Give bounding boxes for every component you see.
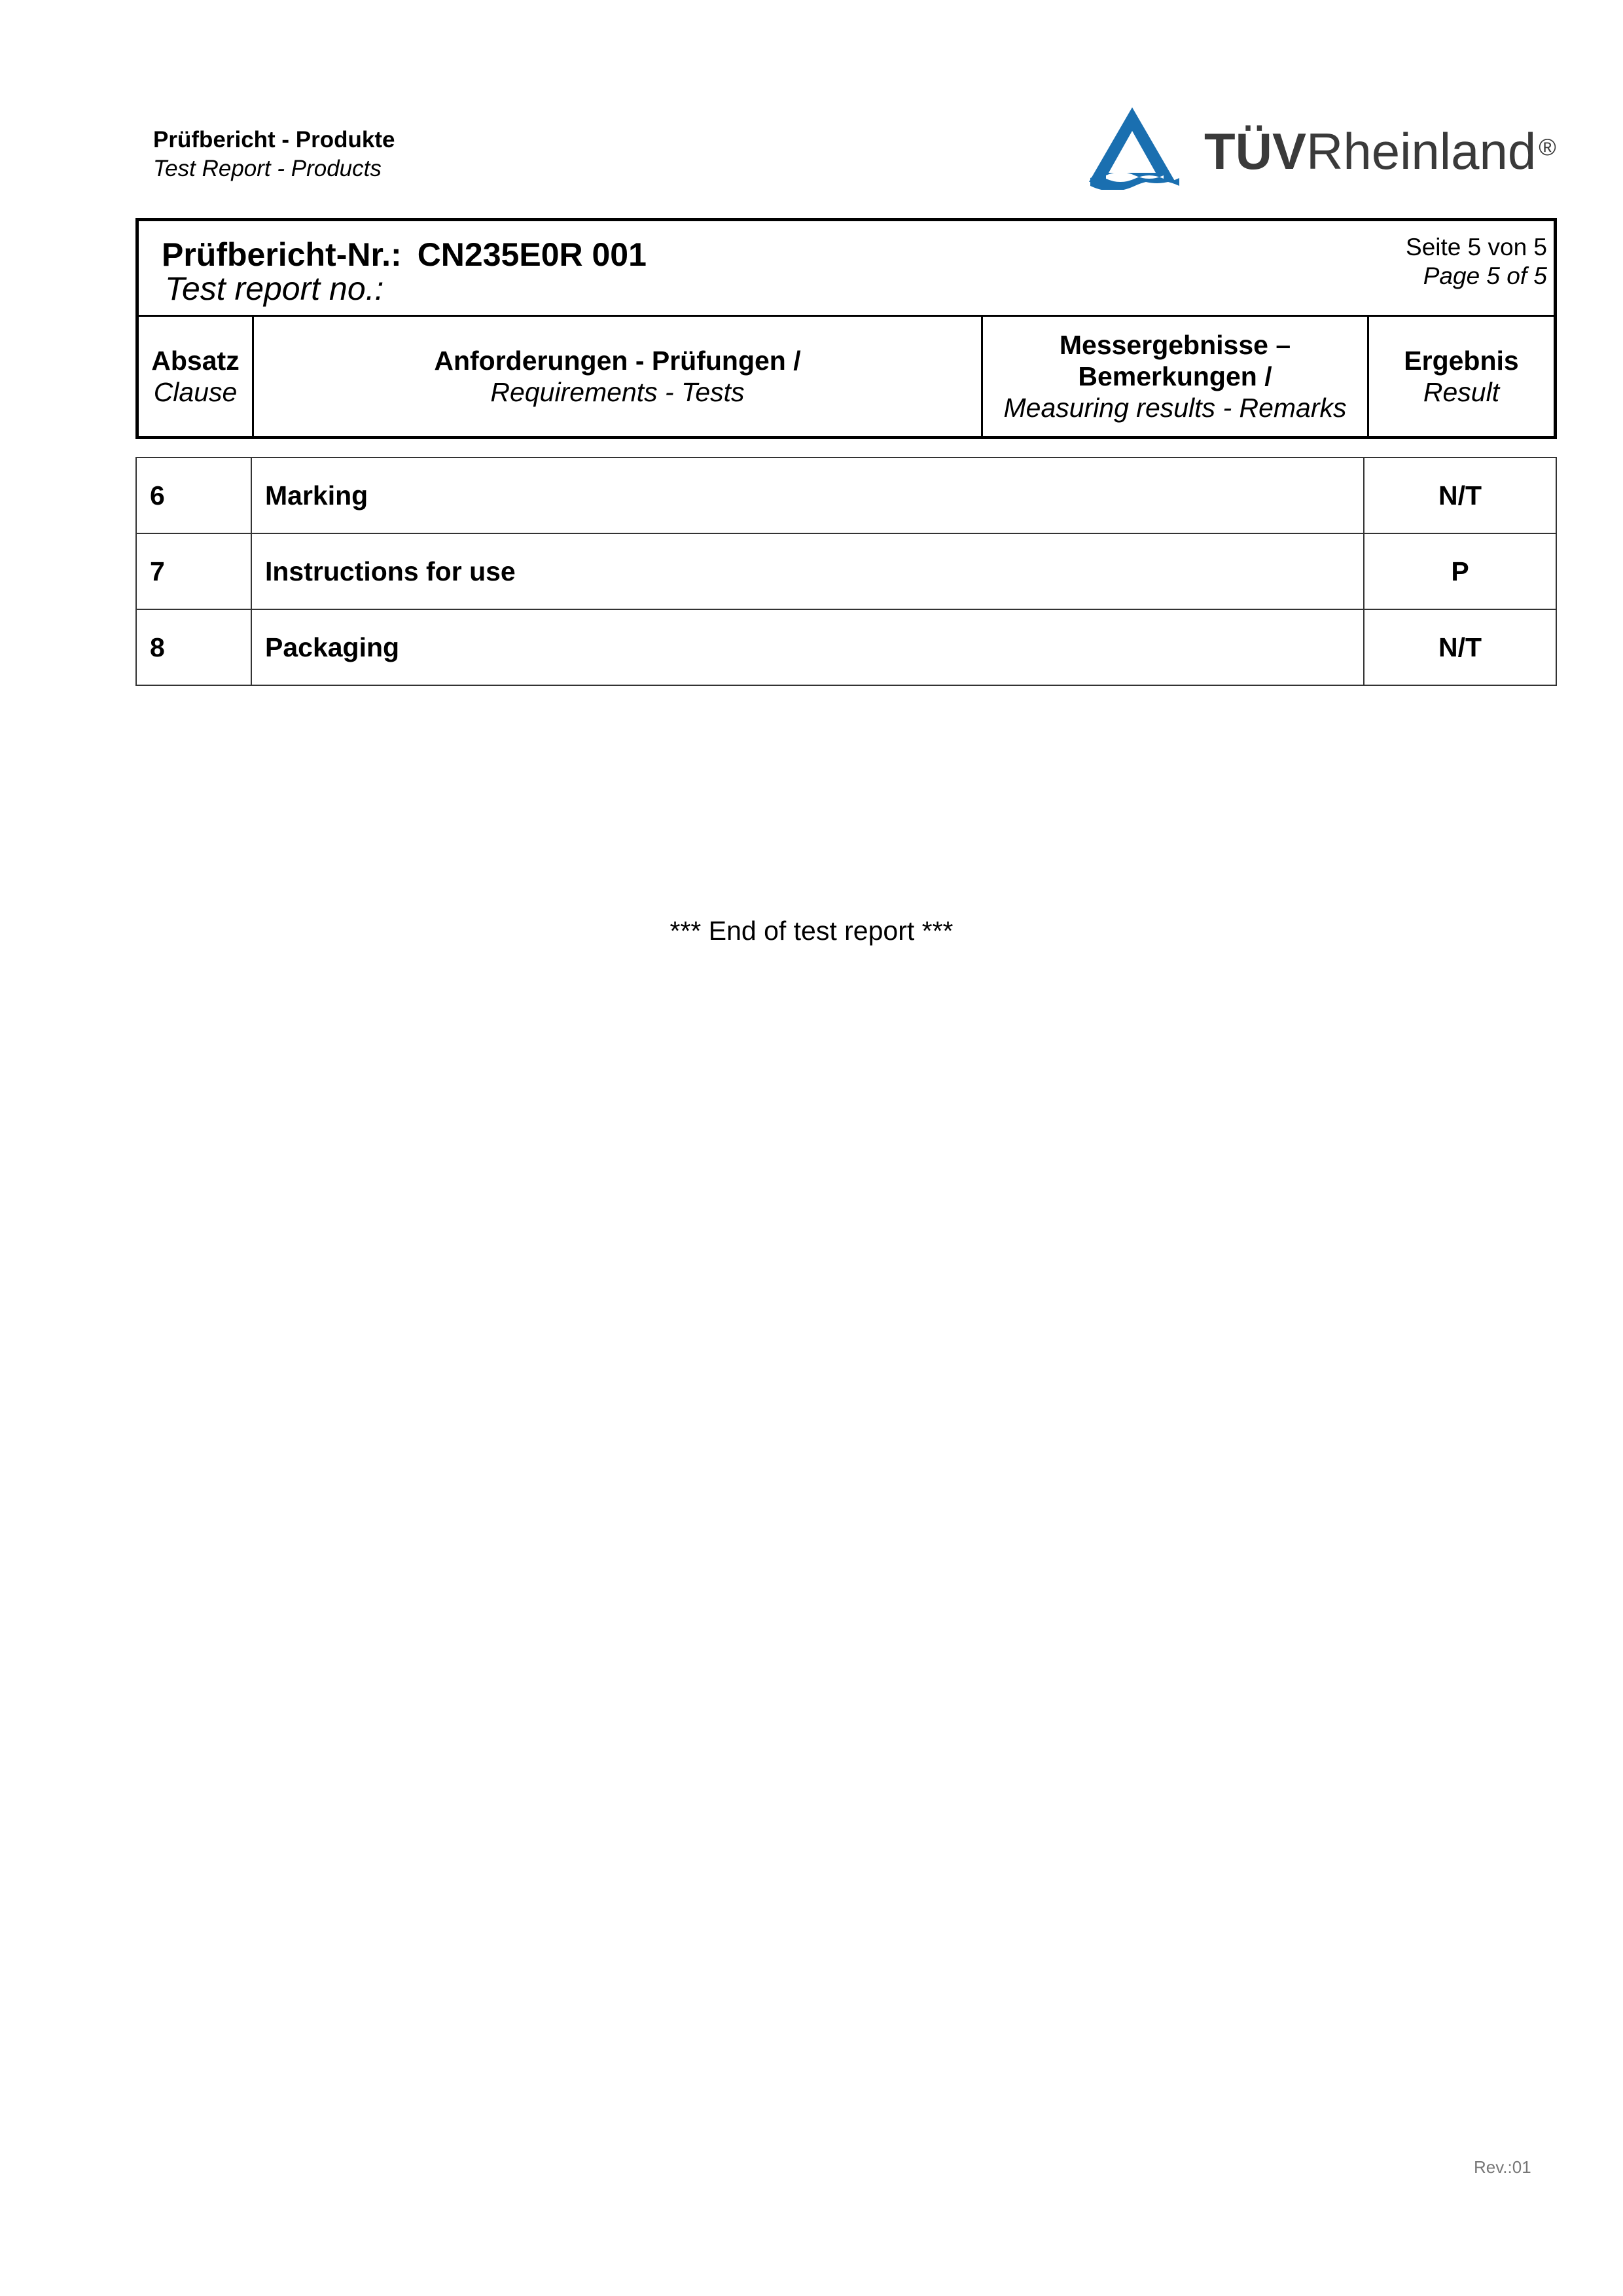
brand-name-regular: Rheinland [1306, 122, 1537, 180]
result-cell: P [1364, 533, 1556, 609]
report-number: CN235E0R 001 [417, 236, 647, 273]
column-header-result [1369, 317, 1554, 436]
result-cell: N/T [1364, 609, 1556, 685]
column-requirements-en: Requirements - Tests [490, 377, 745, 407]
column-clause-de: Absatz [151, 346, 240, 376]
report-number-label-en: Test report no.: [165, 270, 384, 307]
column-result-en: Result [1423, 377, 1500, 407]
column-header-measuring [983, 317, 1369, 436]
clause-cell: 8 [136, 609, 251, 685]
requirement-cell: Packaging [251, 609, 1364, 685]
result-cell: N/T [1364, 457, 1556, 533]
table-row [136, 533, 1556, 609]
requirement-cell: Marking [251, 457, 1364, 533]
column-header-requirements [254, 317, 983, 436]
document-type-en: Test Report - Products [153, 156, 382, 181]
document-type-de: Prüfbericht - Produkte [153, 127, 395, 152]
clause-cell: 7 [136, 533, 251, 609]
table-row [136, 457, 1556, 533]
report-number-label-de: Prüfbericht-Nr.: [162, 236, 402, 273]
report-header-box [135, 218, 1557, 439]
column-measuring-de-2: Bemerkungen / [1078, 361, 1272, 391]
document-type-header [153, 126, 395, 183]
table-row [136, 609, 1556, 685]
column-result-de: Ergebnis [1404, 346, 1519, 376]
column-header-clause [139, 317, 254, 436]
clause-results-table [135, 457, 1557, 686]
registered-mark: ® [1539, 134, 1556, 160]
column-requirements-de: Anforderungen - Prüfungen / [434, 346, 801, 376]
brand-name [1204, 122, 1556, 181]
report-title-row [139, 221, 1554, 317]
clause-cell: 6 [136, 457, 251, 533]
end-of-report-note: *** End of test report *** [669, 916, 954, 946]
column-measuring-en: Measuring results - Remarks [1003, 393, 1347, 423]
tuv-rheinland-logo [1086, 105, 1556, 190]
brand-name-bold: TÜV [1204, 122, 1306, 180]
column-clause-en: Clause [153, 377, 238, 407]
page-indicator-en: Page 5 of 5 [1423, 262, 1547, 289]
requirement-cell: Instructions for use [251, 533, 1364, 609]
page-indicator-de: Seite 5 von 5 [1406, 234, 1547, 260]
tuv-triangle-icon [1086, 105, 1185, 190]
revision-label: Rev.:01 [1474, 2157, 1531, 2177]
column-measuring-de-1: Messergebnisse – [1059, 330, 1291, 360]
report-number-line [162, 236, 647, 274]
